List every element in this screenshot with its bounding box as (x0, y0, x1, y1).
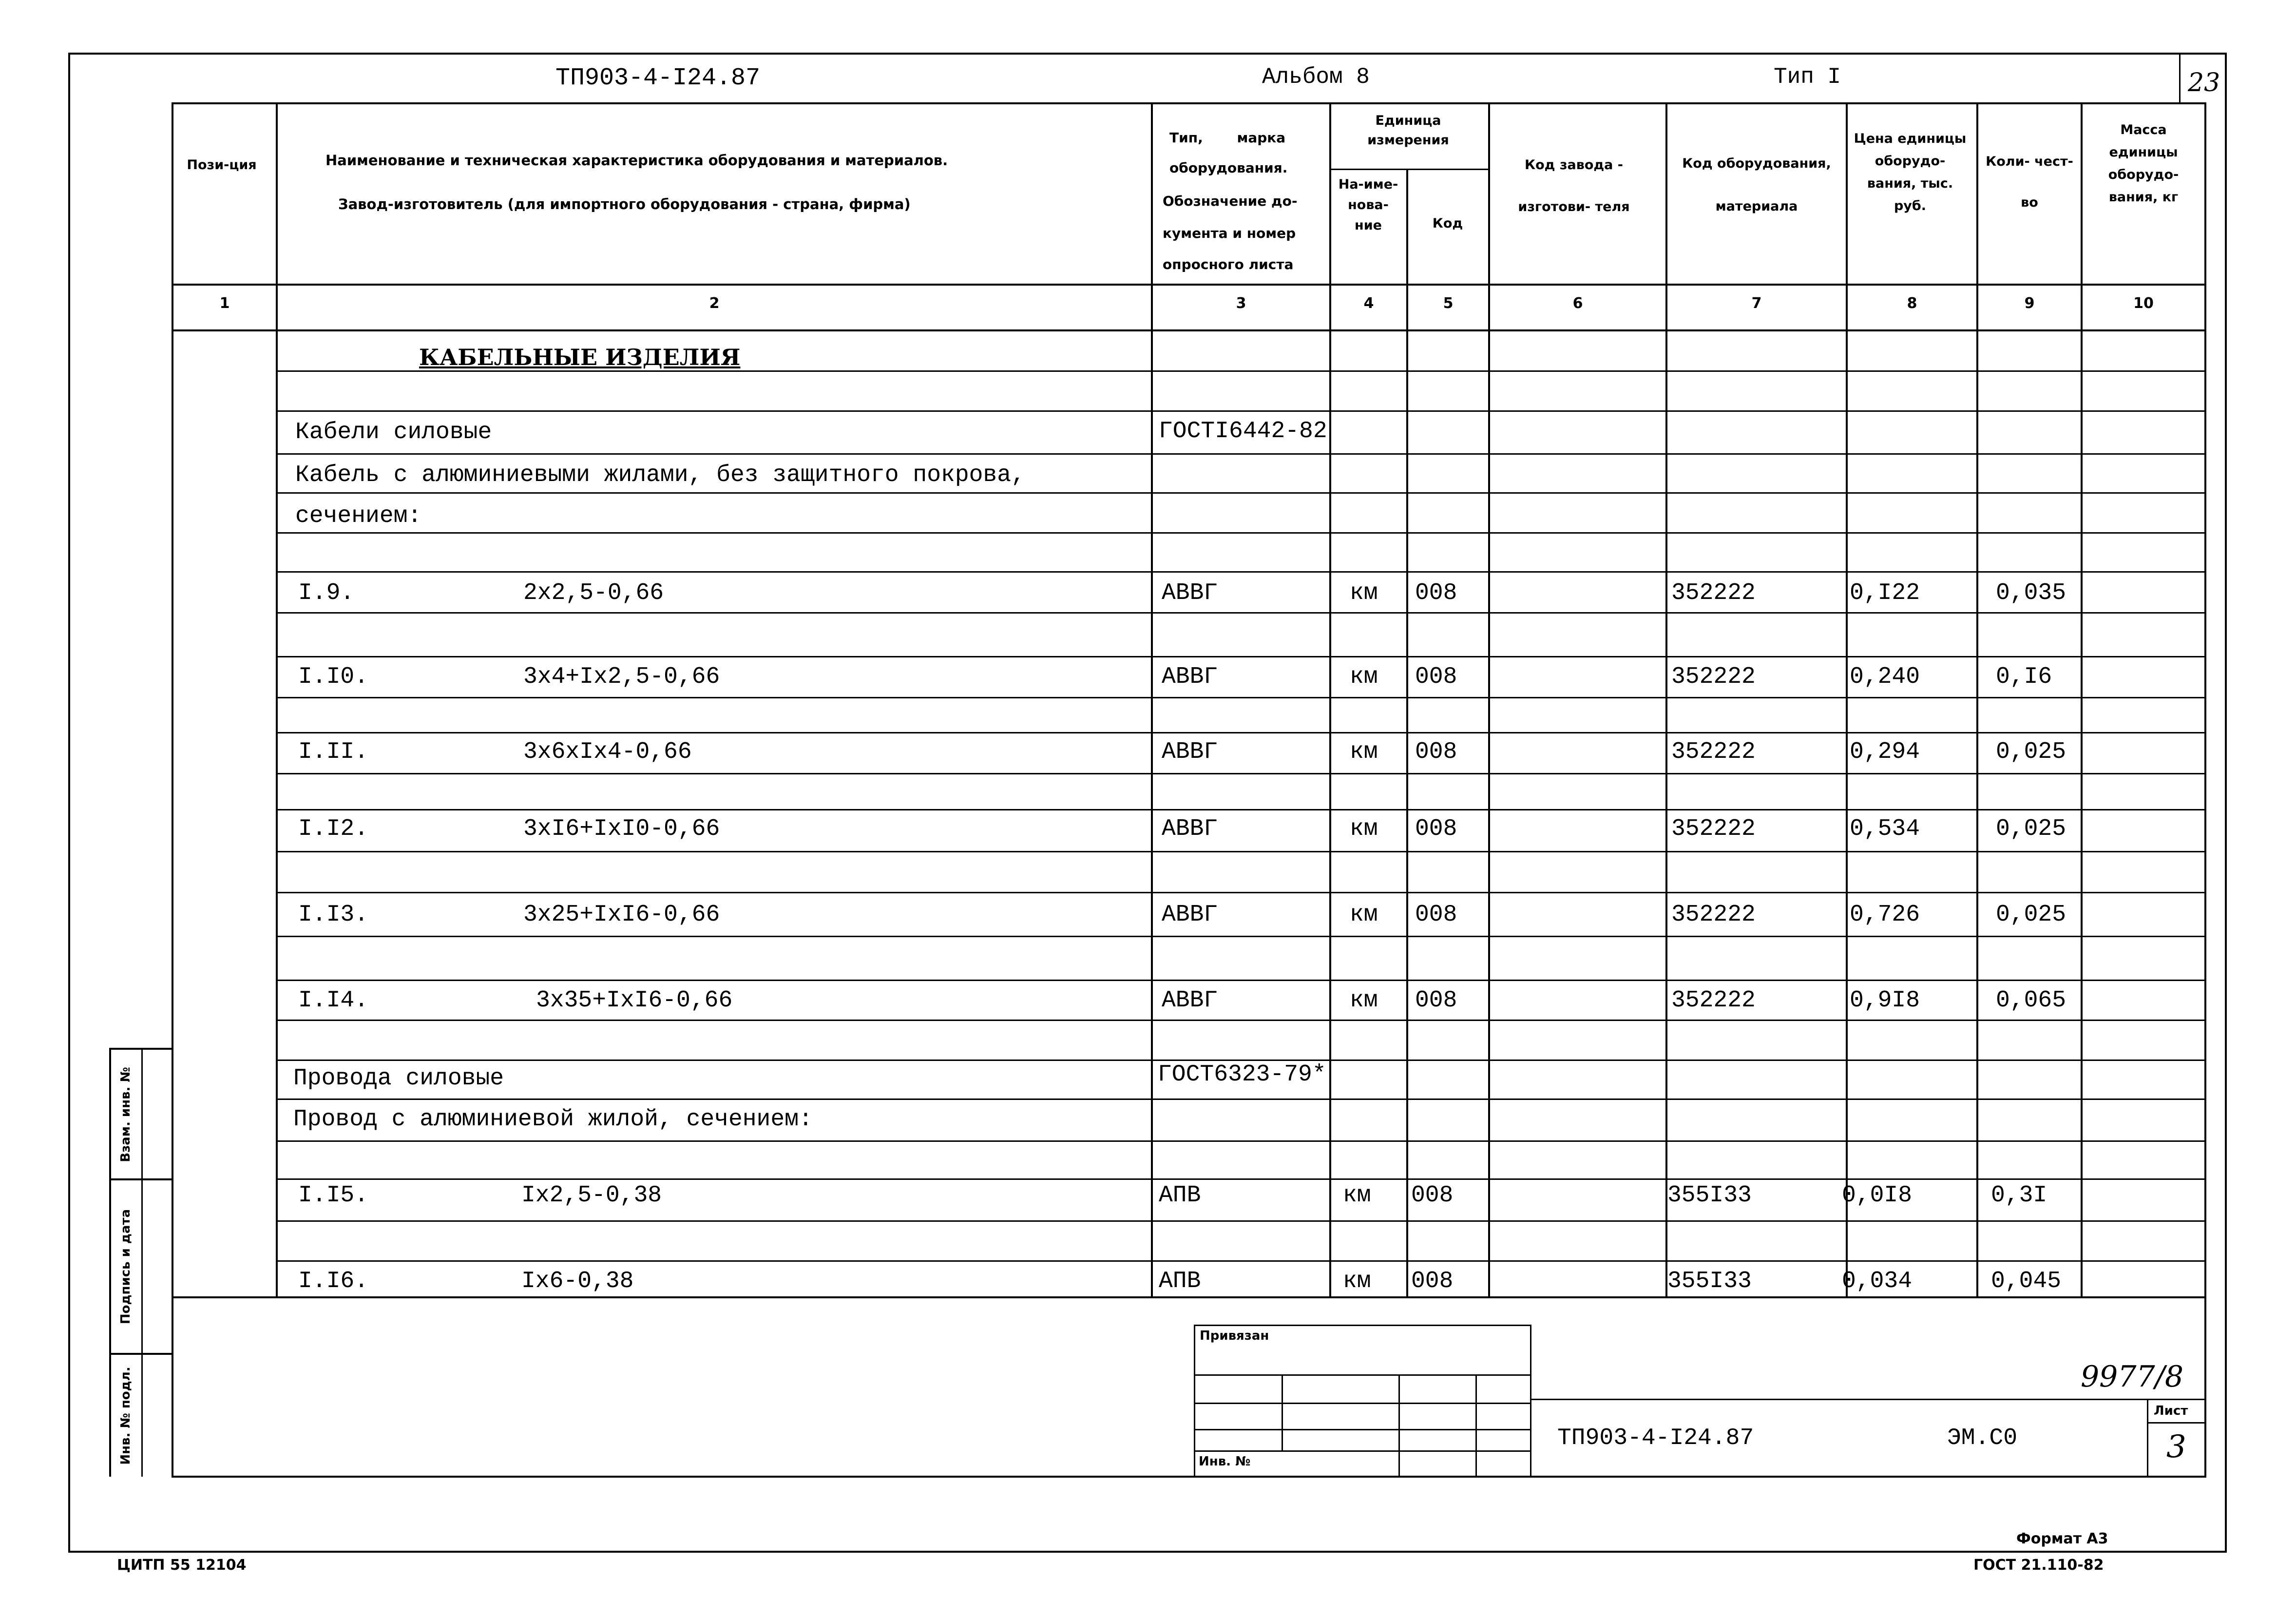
cable-description-line1: Кабель с алюминиевыми жилами, без защитного покрова, (295, 462, 1025, 488)
row-unit: км (1343, 1268, 1371, 1294)
row-line (278, 492, 2204, 494)
row-brand: АВВГ (1162, 987, 1218, 1014)
col-header-qty: Коли- чест- во (1986, 154, 2073, 210)
inner-frame-right (2204, 102, 2206, 1477)
col-header-type-l1: Тип, марка (1169, 130, 1286, 146)
row-code: 008 (1415, 902, 1457, 928)
inner-frame-bottom (172, 1476, 2206, 1478)
col-header-pos: Пози-ция (187, 157, 257, 173)
header-doc-code: ТП903-4-I24.87 (555, 64, 761, 92)
row-qty: 0,025 (1996, 816, 2066, 842)
col-header-price: Цена единицы оборудо- вания, тыс. руб. (1854, 131, 1967, 213)
row-brand: АПВ (1159, 1268, 1201, 1294)
row-unit: км (1350, 816, 1378, 842)
header-album: Альбом 8 (1262, 64, 1370, 90)
row-pos: I.I0. (298, 664, 369, 690)
side-stamp-mid (141, 1048, 143, 1477)
privyazan-box-left (1194, 1325, 1195, 1477)
row-line (278, 1020, 2204, 1021)
row-pos: I.II. (298, 739, 369, 765)
col-header-type-l4: кумента и номер (1163, 225, 1296, 241)
col-div-6 (1665, 102, 1667, 1296)
row-code: 008 (1411, 1182, 1454, 1209)
row-line (278, 1098, 2204, 1100)
sheet-number: 3 (2166, 1429, 2186, 1465)
col-header-unit-code: Код (1432, 216, 1463, 231)
row-line (278, 697, 2204, 698)
col-div-8 (1976, 102, 1978, 1296)
row-line (278, 732, 2204, 733)
row-line (278, 773, 2204, 774)
col-div-3 (1329, 102, 1331, 1296)
header-page-number: 23 (2188, 68, 2220, 97)
row-pos: I.I3. (298, 902, 369, 928)
row-equip-code: 352222 (1671, 987, 1756, 1014)
row-line (278, 612, 2204, 614)
col-div-2 (1151, 102, 1153, 1296)
col-header-name-line1: Наименование и техническая характеристика оборудования и материалов. (325, 152, 948, 169)
sheet-box-left (2147, 1399, 2148, 1477)
unit-subheader-line (1329, 169, 1488, 170)
row-brand: АВВГ (1162, 902, 1218, 928)
row-equip-code: 355I33 (1667, 1268, 1752, 1294)
col-header-unit-name: На-име-нова-ние (1338, 177, 1398, 233)
col-number: 1 (219, 295, 230, 312)
side-stamp-inv-podl: Инв. № подл. (118, 1367, 133, 1465)
group-cables-power: Кабели силовые (295, 419, 492, 445)
privyazan-label: Привязан (1200, 1329, 1269, 1343)
row-unit: км (1350, 902, 1378, 928)
outer-frame-left (68, 53, 70, 1553)
row-line (278, 1220, 2204, 1222)
row-code: 008 (1411, 1268, 1454, 1294)
col-number: 7 (1751, 295, 1762, 312)
title-block-top (1530, 1399, 2206, 1400)
row-price: 0,534 (1850, 816, 1920, 842)
row-line (278, 936, 2204, 937)
row-brand: АВВГ (1162, 580, 1218, 606)
row-code: 008 (1415, 580, 1457, 606)
row-line (278, 370, 2204, 372)
row-line (278, 571, 2204, 573)
row-equip-code: 352222 (1671, 580, 1756, 606)
col-header-mass: Масса единицы оборудо- вания, кг (2108, 122, 2179, 205)
row-line (278, 1260, 2204, 1262)
row-spec: 3х6хIх4-0,66 (523, 739, 692, 765)
row-equip-code: 352222 (1671, 902, 1756, 928)
side-stamp-podpis: Подпись и дата (118, 1209, 133, 1325)
sheet-label: Лист (2154, 1404, 2188, 1418)
col-div-9 (2081, 102, 2083, 1296)
privyazan-row2 (1194, 1403, 1531, 1404)
col-header-type-l2: оборудования. (1169, 160, 1288, 176)
col-header-equip-code: Код оборудования, материала (1682, 156, 1831, 214)
side-stamp-div1 (109, 1178, 172, 1180)
col-header-type-l3: Обозначение до- (1163, 193, 1298, 209)
side-stamp-vzam: Взам. инв. № (118, 1067, 133, 1162)
group-cables-power-standard: ГОСТI6442-82 (1159, 418, 1327, 444)
privyazan-row4 (1194, 1450, 1531, 1452)
page-no-box-left (2179, 53, 2181, 103)
archive-number: 9977/8 (2081, 1360, 2184, 1394)
col-header-unit: Единица измерения (1367, 113, 1449, 148)
outer-frame-bottom (68, 1551, 2227, 1553)
row-code: 008 (1415, 987, 1457, 1014)
footer-mark: ЭМ.С0 (1947, 1425, 2018, 1451)
row-unit: км (1350, 739, 1378, 765)
table-top-line (172, 102, 2206, 104)
row-qty: 0,065 (1996, 987, 2066, 1014)
row-price: 0,726 (1850, 902, 1920, 928)
row-unit: км (1343, 1182, 1371, 1209)
row-spec: 2х2,5-0,66 (523, 580, 664, 606)
row-qty: 0,045 (1991, 1268, 2062, 1294)
footer-doc-code: ТП903-4-I24.87 (1557, 1425, 1754, 1451)
row-price: 0,9I8 (1850, 987, 1920, 1014)
format-label: Формат А3 (2016, 1530, 2108, 1547)
row-brand: АПВ (1159, 1182, 1201, 1209)
row-unit: км (1350, 987, 1378, 1014)
row-unit: км (1350, 664, 1378, 690)
group-wires-power-standard: ГОСТ6323-79* (1158, 1061, 1326, 1088)
col-number: 10 (2133, 295, 2154, 312)
row-line (278, 892, 2204, 893)
row-spec: 3хI6+IхI0-0,66 (523, 816, 720, 842)
col-number: 8 (1907, 295, 1917, 312)
row-pos: I.I2. (298, 816, 369, 842)
row-equip-code: 352222 (1671, 816, 1756, 842)
row-price: 0,0I8 (1842, 1182, 1913, 1209)
col-header-name-line2: Завод-изготовитель (для импортного оборудования - страна, фирма) (338, 196, 911, 212)
row-spec: Iх2,5-0,38 (521, 1182, 662, 1209)
group-wires-power: Провода силовые (293, 1065, 504, 1092)
row-qty: 0,3I (1991, 1182, 2047, 1209)
col-number: 4 (1363, 295, 1374, 312)
row-spec: Iх6-0,38 (521, 1268, 634, 1294)
row-line (278, 1140, 2204, 1142)
row-line (278, 656, 2204, 657)
row-price: 0,034 (1842, 1268, 1913, 1294)
row-qty: 0,035 (1996, 580, 2066, 606)
row-pos: I.I6. (298, 1268, 369, 1294)
row-brand: АВВГ (1162, 816, 1218, 842)
row-line (278, 851, 2204, 852)
row-spec: 3х4+Iх2,5-0,66 (523, 664, 720, 690)
header-bottom-line (172, 284, 2206, 286)
table-bottom-line (172, 1296, 2206, 1298)
row-price: 0,I22 (1850, 580, 1920, 606)
sheet-box-mid (2147, 1422, 2206, 1424)
row-line (278, 532, 2204, 534)
row-equip-code: 355I33 (1667, 1182, 1752, 1209)
row-line (278, 980, 2204, 981)
col-number: 6 (1572, 295, 1583, 312)
side-stamp-top (109, 1048, 172, 1050)
col-div-7 (1846, 102, 1848, 1296)
section-title: КАБЕЛЬНЫЕ ИЗДЕЛИЯ (419, 344, 741, 370)
privyazan-box-right (1530, 1325, 1531, 1477)
cable-description-line2: сечением: (295, 503, 422, 529)
col-div-5 (1488, 102, 1490, 1296)
row-line (278, 410, 2204, 412)
privyazan-col2 (1398, 1374, 1400, 1477)
privyazan-row1 (1194, 1374, 1531, 1376)
col-number: 3 (1236, 295, 1246, 312)
row-unit: км (1350, 580, 1378, 606)
header-type: Тип I (1774, 64, 1841, 90)
col-number: 2 (709, 295, 720, 312)
privyazan-col1 (1282, 1374, 1283, 1450)
row-spec: 3х25+IхI6-0,66 (523, 902, 720, 928)
printer-label: ЦИТП 55 12104 (117, 1557, 247, 1574)
privyazan-col3 (1475, 1374, 1477, 1477)
row-line (278, 1059, 2204, 1061)
row-code: 008 (1415, 816, 1457, 842)
col-number: 5 (1443, 295, 1454, 312)
privyazan-row3 (1194, 1429, 1531, 1430)
side-stamp-left (109, 1048, 111, 1477)
row-equip-code: 352222 (1671, 664, 1756, 690)
row-qty: 0,I6 (1996, 664, 2052, 690)
row-pos: I.9. (298, 580, 355, 606)
row-code: 008 (1415, 664, 1457, 690)
col-number: 9 (2024, 295, 2035, 312)
row-equip-code: 352222 (1671, 739, 1756, 765)
row-brand: АВВГ (1162, 664, 1218, 690)
colnum-bottom-line (172, 329, 2206, 331)
row-line (278, 809, 2204, 810)
outer-frame-right (2225, 53, 2227, 1553)
col-header-type-l5: опросного листа (1163, 256, 1294, 272)
row-line (278, 453, 2204, 455)
privyazan-box-top (1194, 1325, 1531, 1326)
inv-no-label: Инв. № (1199, 1454, 1251, 1469)
row-qty: 0,025 (1996, 902, 2066, 928)
row-code: 008 (1415, 739, 1457, 765)
row-qty: 0,025 (1996, 739, 2066, 765)
row-price: 0,294 (1850, 739, 1920, 765)
outer-frame-top (68, 53, 2227, 55)
gost-label: ГОСТ 21.110-82 (1973, 1557, 2104, 1574)
row-spec: 3х35+IхI6-0,66 (536, 987, 733, 1014)
row-price: 0,240 (1850, 664, 1920, 690)
wire-description: Провод с алюминиевой жилой, сечением: (293, 1106, 813, 1133)
col-div-1 (276, 102, 278, 1296)
col-header-factory-code: Код завода - изготови- теля (1518, 157, 1630, 214)
row-pos: I.I5. (298, 1182, 369, 1209)
row-brand: АВВГ (1162, 739, 1218, 765)
row-pos: I.I4. (298, 987, 369, 1014)
row-line (278, 1178, 2204, 1180)
